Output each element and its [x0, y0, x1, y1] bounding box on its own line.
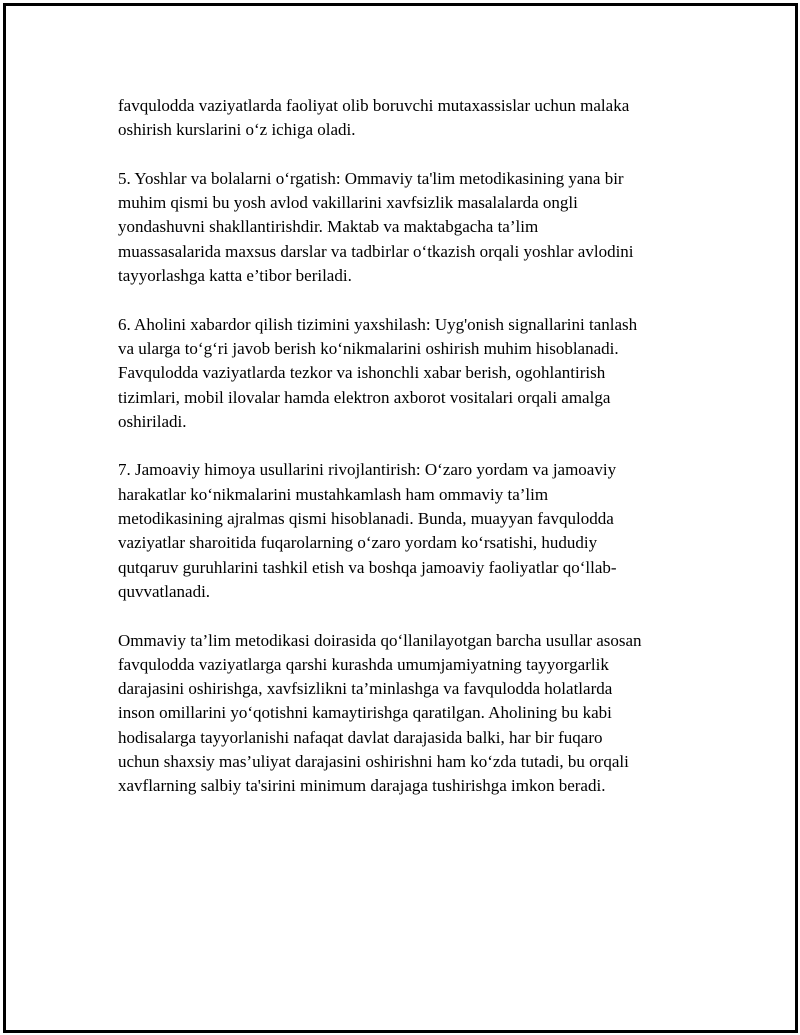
paragraph-intro-continuation: favqulodda vaziyatlarda faoliyat olib boruvchi mutaxassislar uchun malaka oshirish kurslarini o‘z ichiga oladi. — [118, 96, 630, 140]
document-body — [118, 94, 678, 799]
paragraph-item-7-collective-protection: 7. Jamoaviy himoya usullarini rivojlantirish: O‘zaro yordam va jamoaviy harakatlar ko‘nikmalarini mustahkamlash ham ommaviy ta’lim metodikasining ajralmas qismi hisoblanadi. Bunda, muayyan favqulodda vaziyatlar sharoitida fuqarolarning o‘zaro yordam ko‘rsatishi, hududiy qutqaruv guruhlarini tashkil etish va boshqa jamoaviy faoliyatlar qo‘llab- quvvatlanadi. — [118, 460, 617, 601]
paragraph-conclusion: Ommaviy ta’lim metodikasi doirasida qo‘llanilayotgan barcha usullar asosan favqulodda vaziyatlarga qarshi kurashda umumjamiyatning tayyorgarlik darajasini oshirishga, xavfsizlikni ta’minlashga va favqulodda holatlarda inson omillarini yo‘qotishni kamaytirishga qaratilgan. Aholining bu kabi hodisalarga tayyorlanishi nafaqat davlat darajasida balki, har bir fuqaro uchun shaxsiy mas’uliyat darajasini oshirishni ham ko‘zda tutadi, bu orqali xavflarning salbiy ta'sirini minimum darajaga tushirishga imkon beradi. — [118, 630, 642, 796]
paragraph-item-5-youth-training: 5. Yoshlar va bolalarni o‘rgatish: Ommaviy ta'lim metodikasining yana bir muhim qismi bu yosh avlod vakillarini xavfsizlik masalalarda ongli yondashuvni shakllantirishdir. Maktab va maktabgacha ta’lim muassasalarida maxsus darslar va tadbirlar o‘tkazish orqali yoshlar avlodini tayyorlashga katta e’tibor beriladi. — [118, 168, 634, 286]
paragraph-item-6-alert-system: 6. Aholini xabardor qilish tizimini yaxshilash: Uyg'onish signallarini tanlash va ularga to‘g‘ri javob berish ko‘nikmalarini oshirish muhim hisoblanadi. Favqulodda vaziyatlarda tezkor va ishonchli xabar berish, ogohlantirish tizimlari, mobil ilovalar hamda elektron axborot vositalari orqali amalga oshiriladi. — [118, 314, 638, 431]
